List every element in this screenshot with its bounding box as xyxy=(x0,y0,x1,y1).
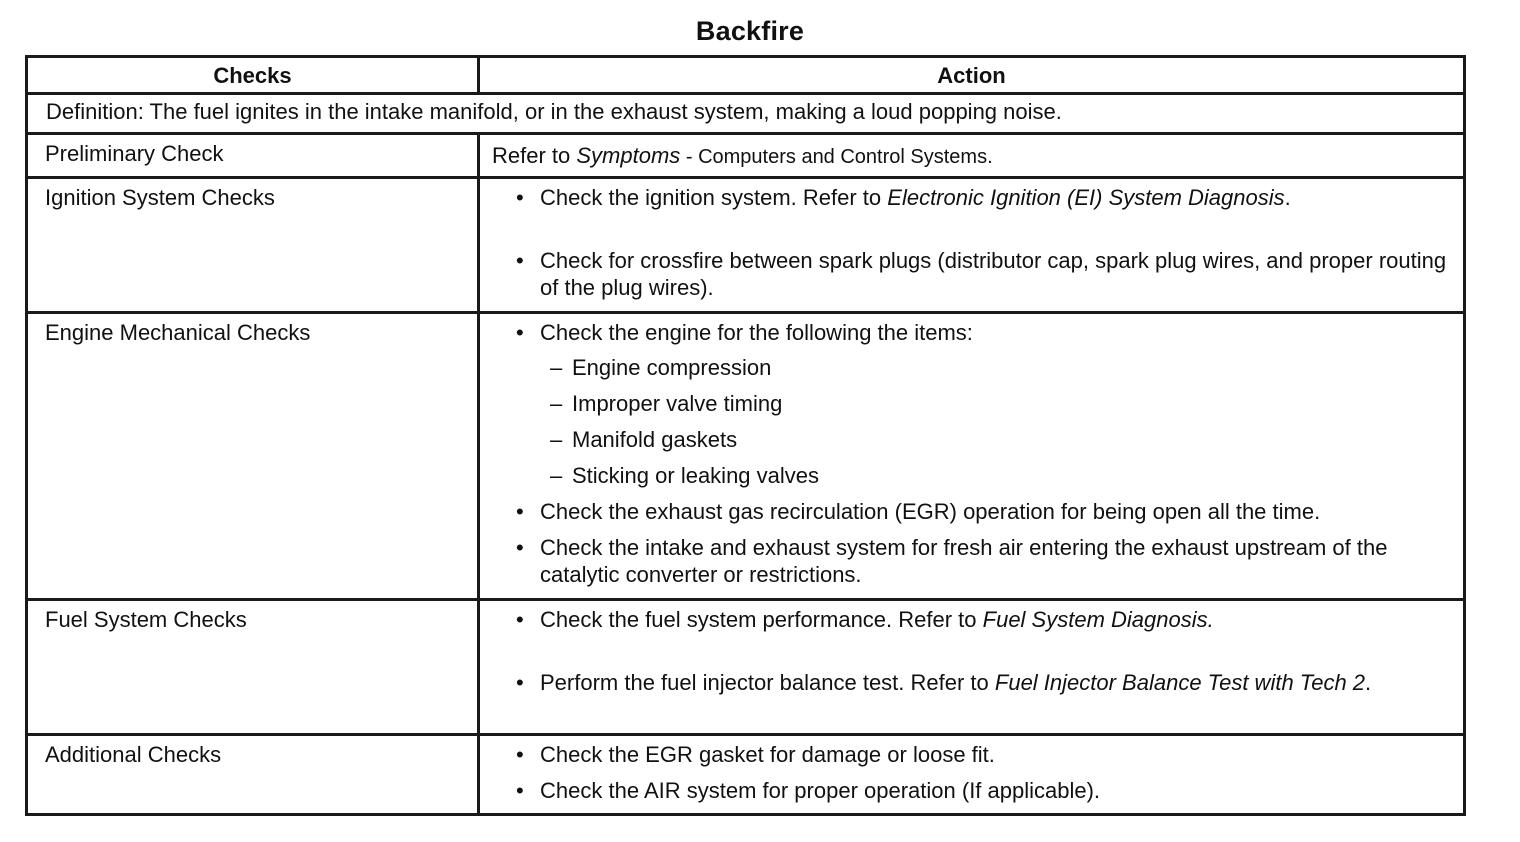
list-item: • Check the ignition system. Refer to Electronic Ignition (EI) System Diagnosis. xyxy=(514,184,1453,211)
list-item: • Check the engine for the following the items: – Engine compression – Improper valve timing – Manifold gaskets – Sticking or leaking valves xyxy=(514,319,1453,489)
list-item: • Check the AIR system for proper operation (If applicable). xyxy=(514,777,1453,804)
list-item: • Check the fuel system performance. Refer to Fuel System Diagnosis. xyxy=(514,606,1453,633)
sub-list-item: – Engine compression xyxy=(540,354,1453,381)
diagnostic-table xyxy=(25,55,1466,816)
injector-test-reference: Fuel Injector Balance Test with Tech 2 xyxy=(994,670,1366,695)
page-title: Backfire xyxy=(695,16,805,46)
sub-list-item: – Sticking or leaking valves xyxy=(540,462,1453,489)
definition-row xyxy=(27,94,1465,134)
table-row-additional xyxy=(27,735,1465,815)
check-label-preliminary: Preliminary Check xyxy=(27,134,479,178)
sub-list-item: – Improper valve timing xyxy=(540,390,1453,417)
check-label-ignition: Ignition System Checks xyxy=(27,178,479,313)
ei-diagnosis-reference: Electronic Ignition (EI) System Diagnosis xyxy=(887,185,1285,210)
check-label-fuel: Fuel System Checks xyxy=(27,600,479,735)
action-preliminary xyxy=(479,134,1465,178)
action-fuel xyxy=(479,600,1465,735)
table-row-fuel xyxy=(27,600,1465,735)
table-row-preliminary xyxy=(27,134,1465,178)
action-additional xyxy=(479,735,1465,815)
table-row-ignition xyxy=(27,178,1465,313)
fuel-diagnosis-reference: Fuel System Diagnosis. xyxy=(982,607,1214,632)
action-engine xyxy=(479,313,1465,600)
action-preliminary-suffix: - Computers and Control Systems. xyxy=(680,146,993,168)
table-header-row xyxy=(27,57,1465,94)
symptoms-reference: Symptoms xyxy=(576,143,681,168)
definition-text: Definition: The fuel ignites in the intake manifold, or in the exhaust system, making a loud popping noise. xyxy=(27,94,1465,134)
check-label-additional: Additional Checks xyxy=(27,735,479,815)
list-item: • Check for crossfire between spark plugs (distributor cap, spark plug wires, and proper routing of the plug wires). xyxy=(514,247,1453,301)
list-item: • Check the intake and exhaust system for fresh air entering the exhaust upstream of the catalytic converter or restrictions. xyxy=(514,534,1453,588)
sub-list-item: – Manifold gaskets xyxy=(540,426,1453,453)
list-item: • Check the EGR gasket for damage or loose fit. xyxy=(514,741,1453,768)
checks-column-header: Checks xyxy=(27,57,479,94)
list-item: • Perform the fuel injector balance test. Refer to Fuel Injector Balance Test with Tech 2. xyxy=(514,669,1453,696)
action-column-header: Action xyxy=(479,57,1465,94)
list-item: • Check the exhaust gas recirculation (EGR) operation for being open all the time. xyxy=(514,498,1453,525)
check-label-engine: Engine Mechanical Checks xyxy=(27,313,479,600)
action-ignition xyxy=(479,178,1465,313)
table-row-engine xyxy=(27,313,1465,600)
action-preliminary-prefix: Refer to xyxy=(492,143,577,168)
